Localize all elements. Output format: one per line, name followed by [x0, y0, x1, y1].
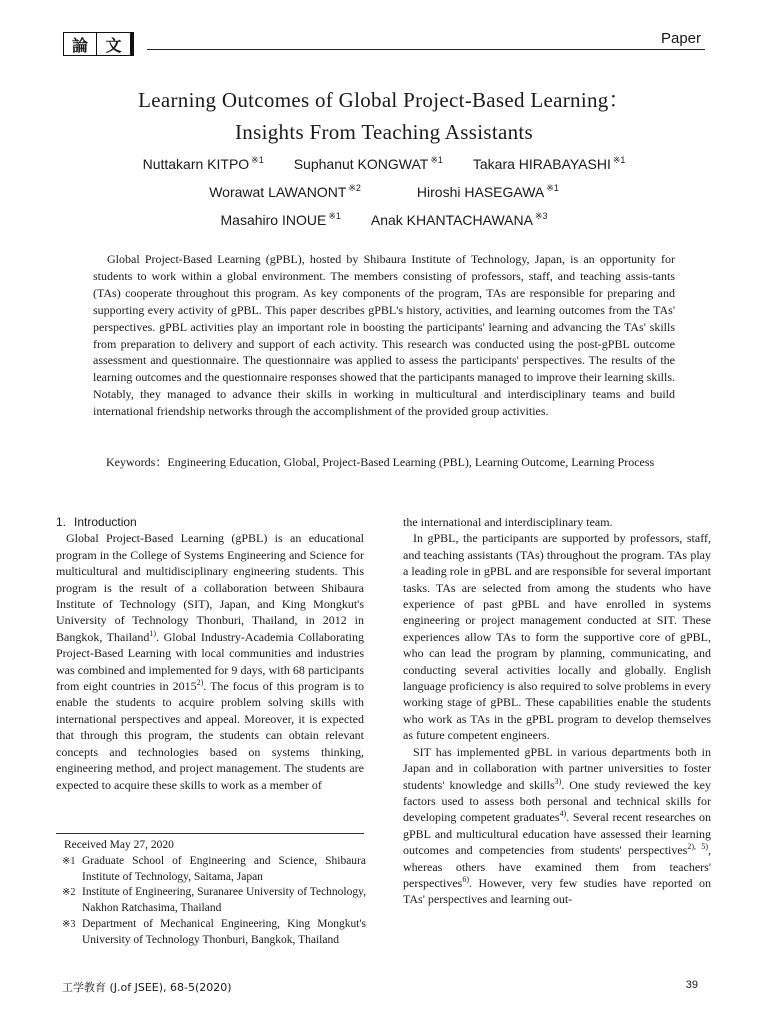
- author: Takara HIRABAYASHI $^{※1}$: [472, 155, 626, 172]
- abstract: Global Project-Based Learning (gPBL), hosted by Shibaura Institute of Technology, Japan, is an opportunity for students to work within a global environment. The members consisting of professors, staff, and teaching assis-tants (TAs) cooperate throughout this program. As key components of the program, TAs are responsible for preparing and supporting every activity of gPBL. This paper describes gPBL's history, activities, and learning outcomes from the TAs' perspectives. gPBL activities play an important role in boosting the participants' learning and advancing the TAs' skills from preparation to delivery and support of each activity. This research was conducted using the post-gPBL outcome assessment and questionnaire. The questionnaire was applied to assess the participants' perspectives. The results of the learning outcomes and the questionnaire responses showed that the participants managed to improve their learning skills. Notably, they managed to advance their skills in working in multicultural and interdisciplinary teams and build international friendship networks through the accomplishment of the provided group activities.: [93, 252, 675, 419]
- author-row-2: [60, 183, 708, 200]
- category-kanji-bun: 文: [97, 32, 131, 56]
- keywords-text: Engineering Education, Global, Project-Based Learning (PBL), Learning Outcome, Learning Process: [167, 455, 655, 469]
- paper-title-line1: Learning Outcomes of Global Project-Based Learning：: [138, 88, 630, 112]
- author: Hiroshi HASEGAWA $^{※1}$: [416, 183, 559, 200]
- author: Anak KHANTACHAWANA $^{※3}$: [370, 211, 548, 228]
- keywords-label: Keywords：: [106, 455, 168, 469]
- paper-type-label: Paper: [655, 30, 701, 47]
- citation: 6): [462, 874, 469, 884]
- paragraph: Global Project-Based Learning (gPBL) is an educational program in the College of Systems Engineering and Science for multicultural and multidisciplinary engineering students. This program is the result of a collaboration between Shibaura Institute of Technology (SIT), Japan, and King Mongkut's University of Technology Thonburi, Thailand, in 2012 in Bangkok, Thailand$^{1)}$. Global Industry-Academia Collaborating Project-Based Learning with local communities and industries was combined and implemented for 9 days, with 68 participants from eight countries in 2015$^{2)}$. The focus of this program is to enable the students to acquire problem solving skills with international perspectives and appeal. Moreover, it is expected that through this program, the students can obtain relevant concepts and technologies based on systems thinking, engineering method, and project management. The students are expected to acquire these skills to work as a member of: [56, 531, 365, 792]
- paragraph: SIT has implemented gPBL in various departments both in Japan and in collaboration with partner universities to foster students' knowledge and skills$^{3)}$. One study reviewed the key factors used to assess both personal and technical skills for developing competent graduates$^{4)}$. Several recent researches on gPBL and multicultural education have assessed their learning outcomes and competencies from students' perspectives$^{2), 5)}$, whereas others have examined them from teachers' perspectives$^{6)}$. However, very few studies have reported on TAs' perspectives and learning out-: [403, 744, 712, 907]
- page-header: [63, 32, 705, 60]
- keywords: [106, 454, 676, 471]
- citation: 4): [559, 809, 567, 819]
- author: Nuttakarn KITPO $^{※1}$: [142, 155, 264, 172]
- citation: 2), 5): [687, 842, 709, 852]
- citation: 1): [149, 628, 157, 638]
- affiliation-footnote: ※3 Department of Mechanical Engineering, King Mongkut's University of Technology Thonburi, Bangkok, Thailand: [62, 917, 366, 946]
- body-column-right: [403, 514, 711, 908]
- footnotes: [62, 838, 366, 949]
- citation: 3): [554, 776, 562, 786]
- page-number: 39: [685, 979, 698, 991]
- author: Suphanut KONGWAT $^{※1}$: [293, 155, 443, 172]
- paragraph: the international and interdisciplinary team.: [403, 515, 613, 529]
- affiliation-footnote: ※2 Institute of Engineering, Suranaree University of Technology, Nakhon Ratchasima, Thailand: [62, 886, 366, 915]
- author: Masahiro INOUE $^{※1}$: [220, 211, 341, 228]
- author: Worawat LAWANONT $^{※2}$: [209, 183, 361, 200]
- journal-footer: 工学教育 (J.of JSEE), 68-5(2020): [62, 981, 232, 994]
- section-heading: 1. Introduction: [56, 515, 137, 529]
- category-kanji-ron: 論: [63, 32, 97, 56]
- paragraph: In gPBL, the participants are supported by professors, staff, and teaching assistants (TAs) throughout the program. TAs play a leading role in gPBL and are responsible for several important tasks. TAs are selected from among the students who have experience of past gPBL and have enrolled in systems engineering or project management conducted at SIT. These experiences allow TAs to form the supportive core of gPBL, who can lead the program by planning, communicating, and conducting several activities locally and globally. English language proficiency is also required to solve problems in every working stage of gPBL. These capabilities enable the students who work as TAs in the gPBL program to develop themselves as future competent engineers.: [403, 531, 711, 743]
- citation: 2): [196, 678, 204, 688]
- body-column-left: [56, 514, 364, 793]
- received-date: Received May 27, 2020: [64, 839, 174, 851]
- paper-title-line2: Insights From Teaching Assistants: [235, 120, 533, 144]
- author-row-3: [60, 211, 708, 228]
- author-row-1: [60, 155, 708, 172]
- header-rule: [147, 49, 705, 50]
- footnote-rule: [56, 833, 364, 834]
- affiliation-footnote: ※1 Graduate School of Engineering and Science, Shibaura Institute of Technology, Saitama, Japan: [62, 854, 366, 883]
